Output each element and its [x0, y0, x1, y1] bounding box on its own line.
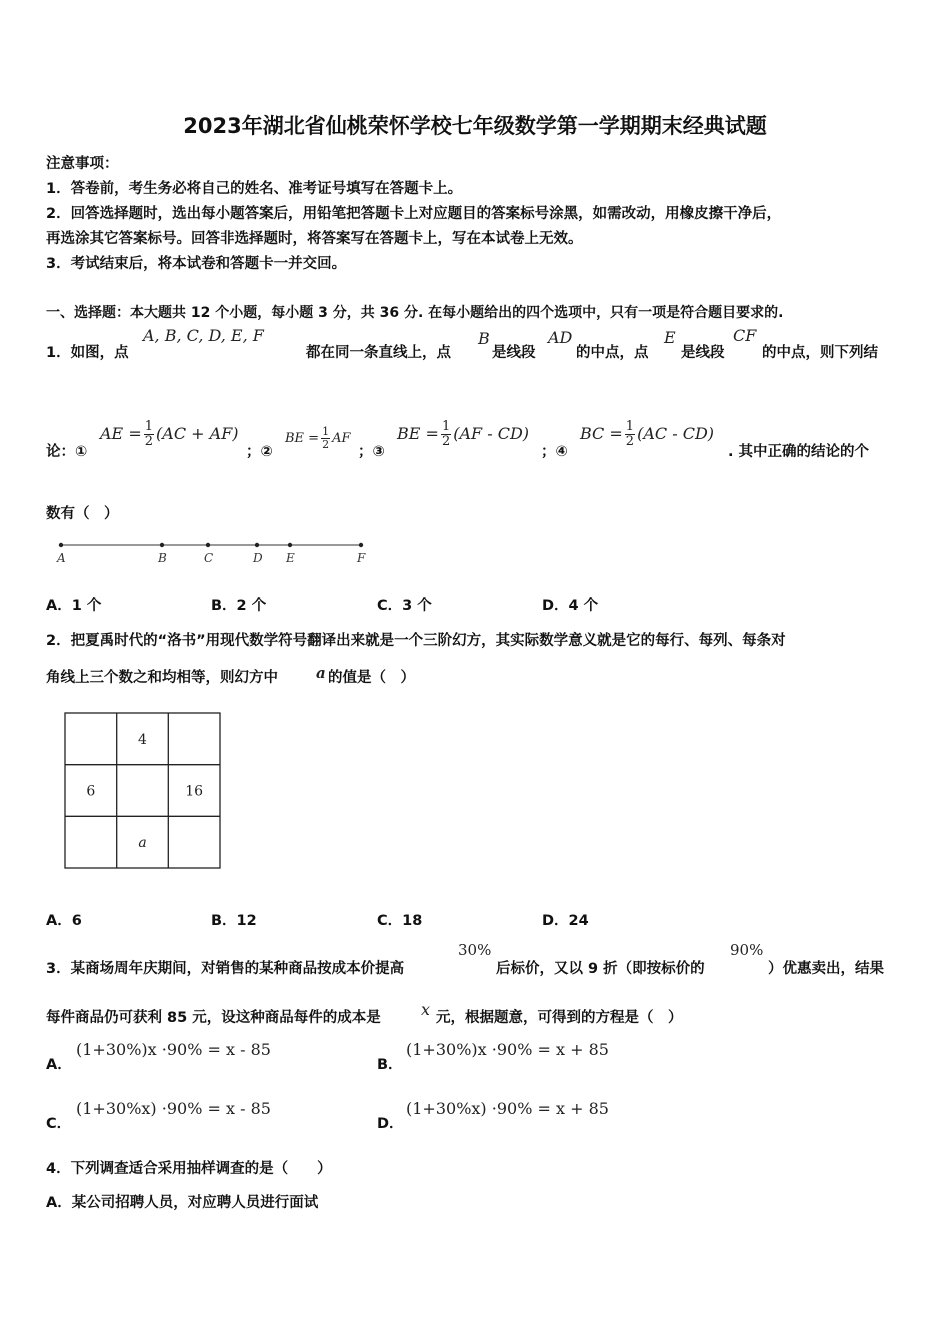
q1-point-b: B — [478, 329, 490, 348]
magic-square-cell-5: 16 — [185, 783, 204, 800]
magic-square-cell-7: a — [138, 835, 147, 852]
notice-item-2a: 2．回答选择题时，选出每小题答案后，用铅笔把答题卡上对应题目的答案标号涂黑，如需改动，用橡皮擦干净后， — [46, 206, 782, 222]
q1-equation-1: AE = $\frac{1}{2}$ (AC + AF) — [100, 419, 239, 449]
q1-text-6: 的中点，则下列结 — [762, 345, 878, 361]
q3-text-3: ）优惠卖出，结果 — [768, 961, 884, 977]
q3-option-a-expr[interactable]: (1+30%)x ·90% = x - 85 — [76, 1040, 271, 1059]
notice-item-3: 3．考试结束后，将本试卷和答题卡一并交回。 — [46, 256, 347, 272]
number-line-point-d — [255, 543, 259, 547]
q1-option-b[interactable]: B．2 个 — [211, 598, 267, 614]
number-line-label-b: B — [158, 551, 167, 565]
number-line-label-e: E — [286, 551, 295, 565]
q3-text-line2b: 元，根据题意，可得到的方程是（ ） — [436, 1010, 683, 1026]
q2-option-c[interactable]: C．18 — [377, 913, 423, 929]
q1-text-1: 1．如图，点 — [46, 345, 129, 361]
q2-variable-a: a — [316, 664, 326, 682]
q2-stem-line2a: 角线上三个数之和均相等，则幻方中 — [46, 670, 278, 686]
page-title: 2023年湖北省仙桃荣怀学校七年级数学第一学期期末经典试题 — [183, 114, 767, 138]
q1-text-2: 都在同一条直线上，点 — [306, 345, 451, 361]
q1-conclusion-label: 论：① — [46, 444, 88, 460]
magic-square-cell-3: 6 — [86, 783, 96, 800]
q3-option-b-expr[interactable]: (1+30%)x ·90% = x + 85 — [406, 1040, 609, 1059]
q3-option-a-label[interactable]: A． — [46, 1057, 72, 1073]
number-line-label-c: C — [204, 551, 214, 565]
q1-option-a[interactable]: A．1 个 — [46, 598, 102, 614]
q3-option-d-expr[interactable]: (1+30%x) ·90% = x + 85 — [406, 1099, 609, 1118]
q4-stem: 4．下列调查适合采用抽样调查的是（ ） — [46, 1161, 332, 1177]
number-line-point-a — [59, 543, 63, 547]
q1-text-tail: . 其中正确的结论的个 — [728, 444, 870, 460]
number-line-point-c — [206, 543, 210, 547]
q1-equation-4: BC = $\frac{1}{2}$ (AC - CD) — [580, 419, 715, 449]
q3-percent-90: 90% — [730, 941, 764, 959]
number-line-point-e — [288, 543, 292, 547]
number-line-point-f — [359, 543, 363, 547]
q1-option-d[interactable]: D．4 个 — [542, 598, 599, 614]
q3-text-1: 3．某商场周年庆期间，对销售的某种商品按成本价提高 — [46, 961, 405, 977]
q3-variable-x: x — [421, 1000, 431, 1019]
q1-sep-4: ；④ — [541, 444, 568, 460]
q1-text-4: 的中点，点 — [576, 345, 649, 361]
q3-percent-30: 30% — [458, 941, 492, 959]
q1-point-e: E — [664, 328, 676, 347]
q3-option-d-label[interactable]: D． — [377, 1116, 404, 1132]
q3-text-2: 后标价，又以 9 折（即按标价的 — [496, 961, 705, 977]
q2-option-d[interactable]: D．24 — [542, 913, 589, 929]
q1-points: A, B, C, D, E, F — [143, 326, 264, 345]
number-line-point-b — [160, 543, 164, 547]
q1-option-c[interactable]: C．3 个 — [377, 598, 432, 614]
q3-option-c-label[interactable]: C． — [46, 1116, 72, 1132]
q3-text-line2a: 每件商品仍可获利 85 元，设这种商品每件的成本是 — [46, 1010, 381, 1026]
section-heading: 一、选择题：本大题共 12 个小题，每小题 3 分，共 36 分. 在每小题给出的四个选项中，只有一项是符合题目要求的. — [46, 305, 784, 321]
q3-option-b-label[interactable]: B． — [377, 1057, 403, 1073]
q3-option-c-expr[interactable]: (1+30%x) ·90% = x - 85 — [76, 1099, 271, 1118]
q1-segment-ad: AD — [548, 328, 573, 347]
magic-square-cell-1: 4 — [138, 731, 147, 748]
q1-sep-3: ；③ — [358, 444, 385, 460]
q1-equation-3: BE = $\frac{1}{2}$ (AF - CD) — [397, 419, 530, 449]
notice-item-1: 1．答卷前，考生务必将自己的姓名、准考证号填写在答题卡上。 — [46, 181, 463, 197]
q4-option-a[interactable]: A．某公司招聘人员，对应聘人员进行面试 — [46, 1195, 319, 1211]
number-line-label-a: A — [57, 551, 66, 565]
number-line-figure — [50, 538, 380, 572]
q1-equation-2: BE = $\frac{1}{2}$ AF — [285, 425, 351, 451]
q1-text-3: 是线段 — [492, 345, 536, 361]
number-line-label-d: D — [253, 551, 263, 565]
q2-stem-line1: 2．把夏禹时代的“洛书”用现代数学符号翻译出来就是一个三阶幻方，其实际数学意义就是它的每行、每列、每条对 — [46, 633, 786, 649]
q1-segment-cf: CF — [733, 326, 757, 345]
number-line-label-f: F — [357, 551, 366, 565]
q2-option-a[interactable]: A．6 — [46, 913, 82, 929]
q2-stem-line2b: 的值是（ ） — [328, 670, 415, 686]
q1-text-line3: 数有（ ） — [46, 506, 119, 522]
q1-text-5: 是线段 — [681, 345, 725, 361]
notice-item-2b: 再选涂其它答案标号。回答非选择题时，将答案写在答题卡上，写在本试卷上无效。 — [46, 231, 583, 247]
magic-square — [60, 708, 226, 874]
q2-option-b[interactable]: B．12 — [211, 913, 257, 929]
q1-sep-2: ；② — [246, 444, 273, 460]
notice-heading: 注意事项： — [46, 156, 119, 172]
